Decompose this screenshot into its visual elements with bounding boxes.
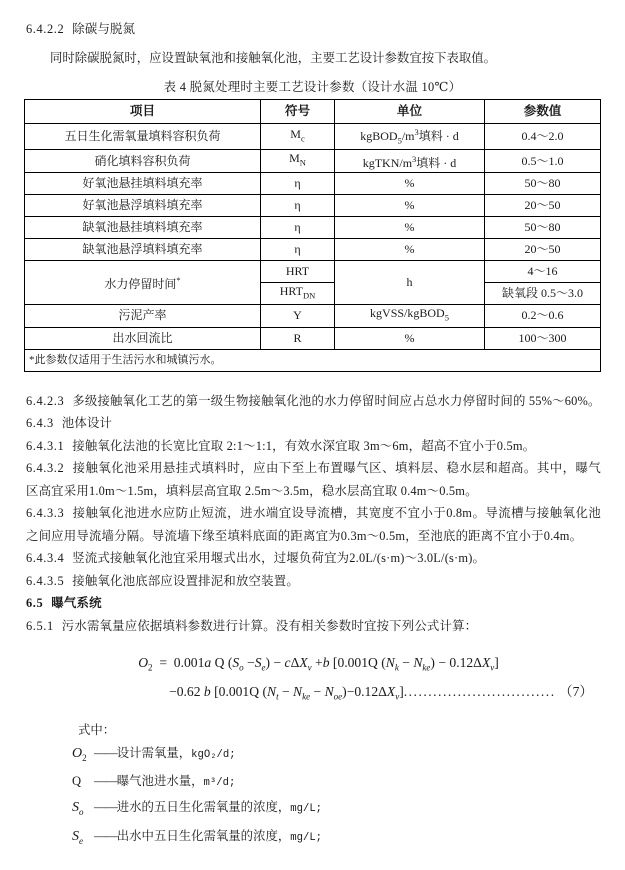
unit-superscript: 3 [412,153,417,164]
variable-base: O [72,745,83,761]
clause-number: 6.4.3.3 [26,506,65,521]
table-header [25,100,601,124]
where-label: 式中： [78,722,116,737]
formula-line-2: −0.62 b [0.001Q $(N_t - N_{ke} - N_{oe})-0.12\Delta X_v$]............................... （7） [169,683,593,702]
table-row [25,305,601,327]
hrt-label: 水力停留时间 [104,276,177,291]
clause-6-4-3-2 [0,457,625,502]
variable-symbol [72,796,94,824]
table-body [25,124,601,372]
table-caption: 表 4 脱氮处理时主要工艺设计参数（设计水温 10℃） [163,80,462,94]
table-header-value: 参数值 [485,100,601,124]
variable-subscript: o [79,807,84,818]
variable-unit: kgO₂/d; [191,748,236,761]
clause-number: 6.5 [26,596,44,611]
row-unit [335,124,485,150]
row-value: 50～80 [485,172,601,194]
table-header-symbol: 符号 [261,100,335,124]
unit-suffix: 填料 · d [416,155,457,170]
row-symbol [261,124,335,150]
variable-subscript: e [79,835,83,846]
row-value-hrt: 4～16 [485,260,601,282]
variable-unit: m³/d; [203,777,236,790]
clause-body: 竖流式接触氧化池宜采用堰式出水，过堰负荷宜为2.0L/(s·m)～3.0L/(s·m)。 [72,551,486,566]
clause-title: 池体设计 [61,416,113,431]
unit-subscript: 5 [397,135,402,146]
unit-suffix: 填料 · d [418,129,459,143]
row-item: 缺氧池悬挂填料填充率 [25,216,261,238]
clause-title: 曝气系统 [51,596,102,611]
clause-body: 接触氧化法池的长宽比宜取 2:1～1:1，有效水深宜取 3m～6m，超高不宜小于0.5m。 [72,438,536,453]
row-value: 0.4～2.0 [485,124,601,150]
variable-symbol [72,825,94,853]
table-row [25,327,601,349]
table-row-hrt-1 [25,260,601,282]
table-header-item: 项目 [25,100,261,124]
where-item-o2 [0,741,625,770]
row-item: 缺氧池悬浮填料填充率 [25,238,261,260]
row-symbol: η [261,194,335,216]
row-unit: % [335,216,485,238]
formula-line-1: $O_2 = 0.001a$ Q $(S_o -S_e) - c\Delta X_v +b$ [0.001Q $(N_k - N_{ke}) - 0.12\Delta X_v$] [138,655,499,673]
unit-superscript: 3 [414,127,419,137]
row-symbol-hrt: HRT [261,260,335,282]
clause-6-4-3-3 [0,502,625,547]
where-item-se [0,824,625,853]
clause-6-5 [0,592,625,615]
formula-block [0,651,625,708]
unit-prefix: kgTKN/m [362,155,413,170]
row-value-hrt-dn: 缺氧段 0.5～3.0 [485,282,601,304]
variable-subscript: 2 [82,752,87,763]
clause-6-4-3-1 [0,435,625,458]
clause-6-5-1 [0,615,625,638]
clause-body: 多级接触氧化工艺的第一级生物接触氧化池的水力停留时间应占总水力停留时间的 55%～60%。 [72,393,601,408]
variable-description: 进水的五日生化需氧量的浓度， [116,800,291,815]
formula-number: （7） [559,683,593,699]
table-header-row [25,100,601,124]
clause-number: 6.4.3.5 [26,573,65,588]
unit-mid: /m [401,129,415,143]
em-dash: —— [94,774,117,789]
unit-prefix: kgBOD [360,129,398,143]
row-item: 硝化填料容积负荷 [25,150,261,172]
row-value: 20～50 [485,238,601,260]
table-row [25,172,601,194]
table-footnote-row [25,349,601,371]
variable-description: 曝气池进水量， [116,774,204,789]
table-row [25,124,601,150]
variable-description: 出水中五日生化需氧量的浓度， [116,829,291,844]
table-row [25,194,601,216]
hrt-dn-subscript: DN [303,290,316,301]
row-value: 0.5～1.0 [485,150,601,172]
row-unit [335,305,485,327]
variable-base: Q [72,774,82,789]
clause-6-4-3-5 [0,570,625,593]
variable-unit: mg/L; [290,803,323,816]
table-row [25,150,601,172]
clause-number: 6.5.1 [26,618,54,633]
hrt-dn-base: HRT [279,283,303,298]
hrt-footnote-marker: * [176,274,181,285]
em-dash: —— [94,745,117,760]
row-item: 好氧池悬挂填料填充率 [25,172,261,194]
variable-base: S [72,829,79,845]
row-item: 好氧池悬浮填料填充率 [25,194,261,216]
clause-body: 接触氧化池采用悬挂式填料时，应由下至上布置曝气区、填料层、稳水层和超高。其中，曝气区高宜采用1.0m～1.5m，填料层高宜取 2.5m～3.5m，稳水层高宜取 0.4m～0.5m。 [26,461,601,498]
unit-prefix: kgVSS/kgBOD [370,306,445,321]
row-item: 污泥产率 [25,305,261,327]
variable-symbol [72,742,94,770]
row-unit: % [335,238,485,260]
row-unit: % [335,172,485,194]
clause-6-4-3 [0,412,625,435]
parameter-table [24,99,601,372]
row-symbol [261,150,335,172]
row-value: 20～50 [485,194,601,216]
spacer [0,637,625,651]
em-dash: —— [94,829,117,844]
clause-number: 6.4.2.2 [26,22,65,36]
where-item-q [0,769,625,795]
where-item-so [0,795,625,824]
spacer [0,372,625,390]
symbol-subscript: N [299,157,306,168]
row-symbol: R [261,327,335,349]
row-item: 出水回流比 [25,327,261,349]
row-unit [335,150,485,172]
clause-title: 除碳与脱氮 [72,22,136,36]
row-unit: % [335,327,485,349]
row-unit: % [335,194,485,216]
clause-number: 6.4.3 [26,416,54,431]
row-symbol: η [261,216,335,238]
variable-symbol [72,769,94,793]
table-row [25,238,601,260]
clause-body: 接触氧化池底部应设置排泥和放空装置。 [72,573,299,588]
variable-base: S [72,800,79,816]
row-value: 0.2～0.6 [485,305,601,327]
row-symbol: η [261,238,335,260]
em-dash: —— [94,800,117,815]
unit-subscript: 5 [444,312,449,323]
clause-number: 6.4.3.2 [26,461,65,476]
clause-body: 接触氧化池进水应防止短流，进水端宜设导流槽，其宽度不宜小于0.8m。导流槽与接触氧化池之间应用导流墙分隔。导流墙下缘至填料底面的距离宜为0.3m～0.5m，至池底的距离不宜小于0.4m。 [26,506,601,543]
row-item-hrt [25,260,261,304]
variable-description: 设计需氧量， [116,745,192,760]
table-header-unit: 单位 [335,100,485,124]
clause-number: 6.4.2.3 [26,393,65,408]
clause-6-4-2-3 [0,390,625,413]
row-unit-hrt: h [335,260,485,304]
clause-6-4-3-4 [0,547,625,570]
clause-6-4-2-2 [0,18,625,41]
row-symbol-hrt-dn [261,282,335,304]
symbol-base: M [290,127,301,141]
row-value: 50～80 [485,216,601,238]
symbol-subscript: c [300,133,305,144]
table-row [25,216,601,238]
table-footnote: *此参数仅适用于生活污水和城镇污水。 [25,349,601,371]
top-spacer [0,0,625,18]
symbol-base: M [289,151,300,166]
row-symbol: Y [261,305,335,327]
clause-number: 6.4.3.4 [26,551,65,566]
spacer [0,709,625,719]
row-symbol: η [261,172,335,194]
clause-body: 污水需氧量应依据填料参数进行计算。没有相关参数时宜按下列公式计算： [61,618,478,633]
clause-number: 6.4.3.1 [26,438,65,453]
row-item: 五日生化需氧量填料容积负荷 [25,124,261,150]
formula-dot-leader: ............................... [403,683,556,699]
row-value: 100～300 [485,327,601,349]
variable-unit: mg/L; [290,832,323,845]
intro-paragraph: 同时除碳脱氮时，应设置缺氧池和接触氧化池，主要工艺设计参数宜按下表取值。 [50,50,497,65]
